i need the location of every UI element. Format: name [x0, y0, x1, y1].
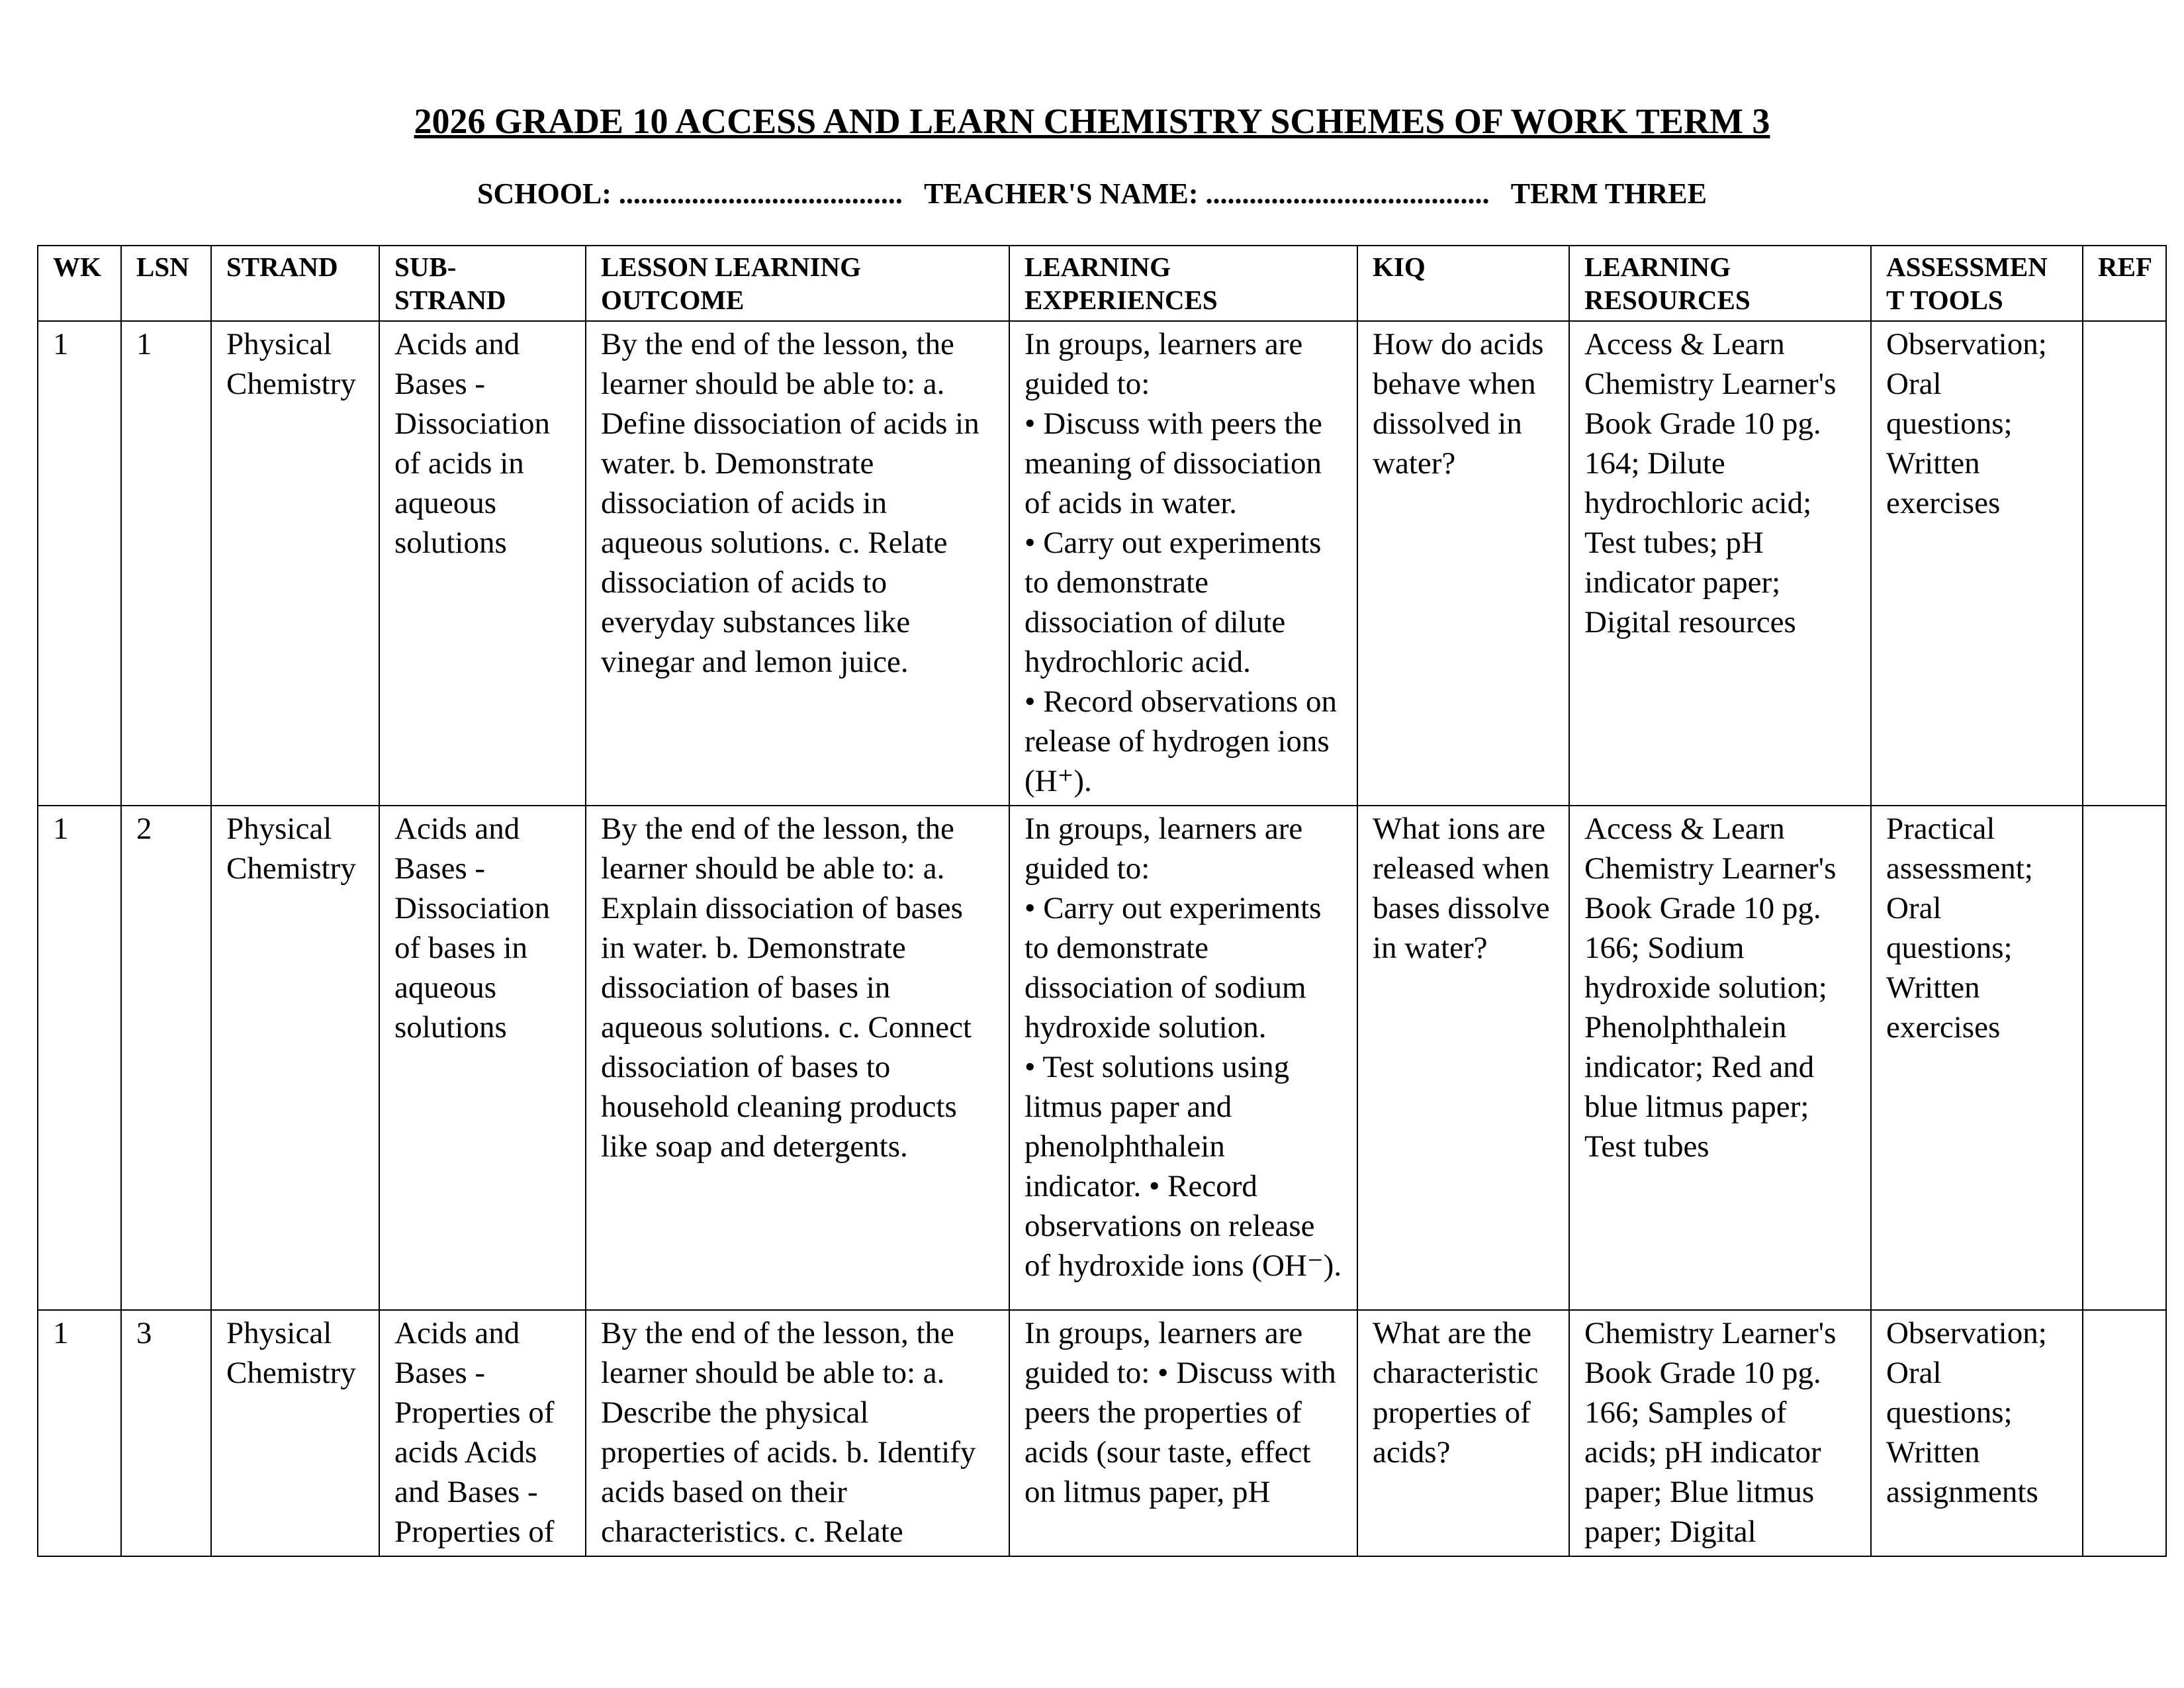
- header-assessment: ASSESSMEN T TOOLS: [1871, 246, 2083, 321]
- cell-assessment: Observation; Oral questions; Written exercises: [1871, 321, 2083, 806]
- scheme-table: [37, 245, 2167, 1557]
- table-row: [38, 321, 2166, 806]
- cell-ref: [2083, 1310, 2166, 1556]
- header-resources: LEARNING RESOURCES: [1569, 246, 1871, 321]
- header-row: [38, 246, 2166, 321]
- cell-wk: 1: [38, 806, 121, 1310]
- header-experiences: LEARNING EXPERIENCES: [1009, 246, 1357, 321]
- cell-assessment: Observation; Oral questions; Written assignments: [1871, 1310, 2083, 1556]
- cell-wk: 1: [38, 321, 121, 806]
- cell-experiences: In groups, learners are guided to: • Discuss with peers the meaning of dissociation of acids in water. • Carry out experiments to demonstrate dissociation of dilute hydrochloric acid. • Record observations on release of hydrogen ions (H⁺).: [1009, 321, 1357, 806]
- cell-strand: Physical Chemistry: [211, 806, 379, 1310]
- header-lsn: LSN: [121, 246, 211, 321]
- header-strand: STRAND: [211, 246, 379, 321]
- cell-experiences: In groups, learners are guided to: • Carry out experiments to demonstrate dissociation of sodium hydroxide solution. • Test solutions using litmus paper and phenolphthalein indicator. • Record observations on release of hydroxide ions (OH⁻).: [1009, 806, 1357, 1310]
- cell-lsn: 1: [121, 321, 211, 806]
- cell-kiq: How do acids behave when dissolved in water?: [1357, 321, 1569, 806]
- cell-lsn: 3: [121, 1310, 211, 1556]
- cell-sub-strand: Acids and Bases - Dissociation of bases in aqueous solutions: [379, 806, 586, 1310]
- header-sub-strand: SUB- STRAND: [379, 246, 586, 321]
- header-outcome: LESSON LEARNING OUTCOME: [586, 246, 1009, 321]
- cell-resources: Access & Learn Chemistry Learner's Book Grade 10 pg. 164; Dilute hydrochloric acid; Test tubes; pH indicator paper; Digital resources: [1569, 321, 1871, 806]
- cell-strand: Physical Chemistry: [211, 1310, 379, 1556]
- cell-kiq: What are the characteristic properties of acids?: [1357, 1310, 1569, 1556]
- cell-sub-strand: Acids and Bases - Properties of acids Acids and Bases - Properties of: [379, 1310, 586, 1556]
- cell-strand: Physical Chemistry: [211, 321, 379, 806]
- cell-wk: 1: [38, 1310, 121, 1556]
- document-subtitle: SCHOOL: ....................................... TEACHER'S NAME: ....................................... TERM THREE: [477, 177, 1707, 210]
- cell-ref: [2083, 806, 2166, 1310]
- document-title: 2026 GRADE 10 ACCESS AND LEARN CHEMISTRY SCHEMES OF WORK TERM 3: [414, 101, 1770, 141]
- cell-ref: [2083, 321, 2166, 806]
- cell-outcome: By the end of the lesson, the learner should be able to: a. Define dissociation of acids in water. b. Demonstrate dissociation of acids in aqueous solutions. c. Relate dissociation of acids to everyday substances like vinegar and lemon juice.: [586, 321, 1009, 806]
- cell-outcome: By the end of the lesson, the learner should be able to: a. Describe the physical properties of acids. b. Identify acids based on their characteristics. c. Relate: [586, 1310, 1009, 1556]
- table-row: [38, 1310, 2166, 1556]
- cell-sub-strand: Acids and Bases - Dissociation of acids in aqueous solutions: [379, 321, 586, 806]
- cell-outcome: By the end of the lesson, the learner should be able to: a. Explain dissociation of bases in water. b. Demonstrate dissociation of bases in aqueous solutions. c. Connect dissociation of bases to household cleaning products like soap and detergents.: [586, 806, 1009, 1310]
- header-kiq: KIQ: [1357, 246, 1569, 321]
- cell-resources: Access & Learn Chemistry Learner's Book Grade 10 pg. 166; Sodium hydroxide solution; Phenolphthalein indicator; Red and blue litmus paper; Test tubes: [1569, 806, 1871, 1310]
- header-wk: WK: [38, 246, 121, 321]
- table-row: [38, 806, 2166, 1310]
- cell-lsn: 2: [121, 806, 211, 1310]
- header-ref: REF: [2083, 246, 2166, 321]
- cell-kiq: What ions are released when bases dissolve in water?: [1357, 806, 1569, 1310]
- cell-resources: Chemistry Learner's Book Grade 10 pg. 166; Samples of acids; pH indicator paper; Blue litmus paper; Digital: [1569, 1310, 1871, 1556]
- cell-assessment: Practical assessment; Oral questions; Written exercises: [1871, 806, 2083, 1310]
- cell-experiences: In groups, learners are guided to: • Discuss with peers the properties of acids (sour taste, effect on litmus paper, pH: [1009, 1310, 1357, 1556]
